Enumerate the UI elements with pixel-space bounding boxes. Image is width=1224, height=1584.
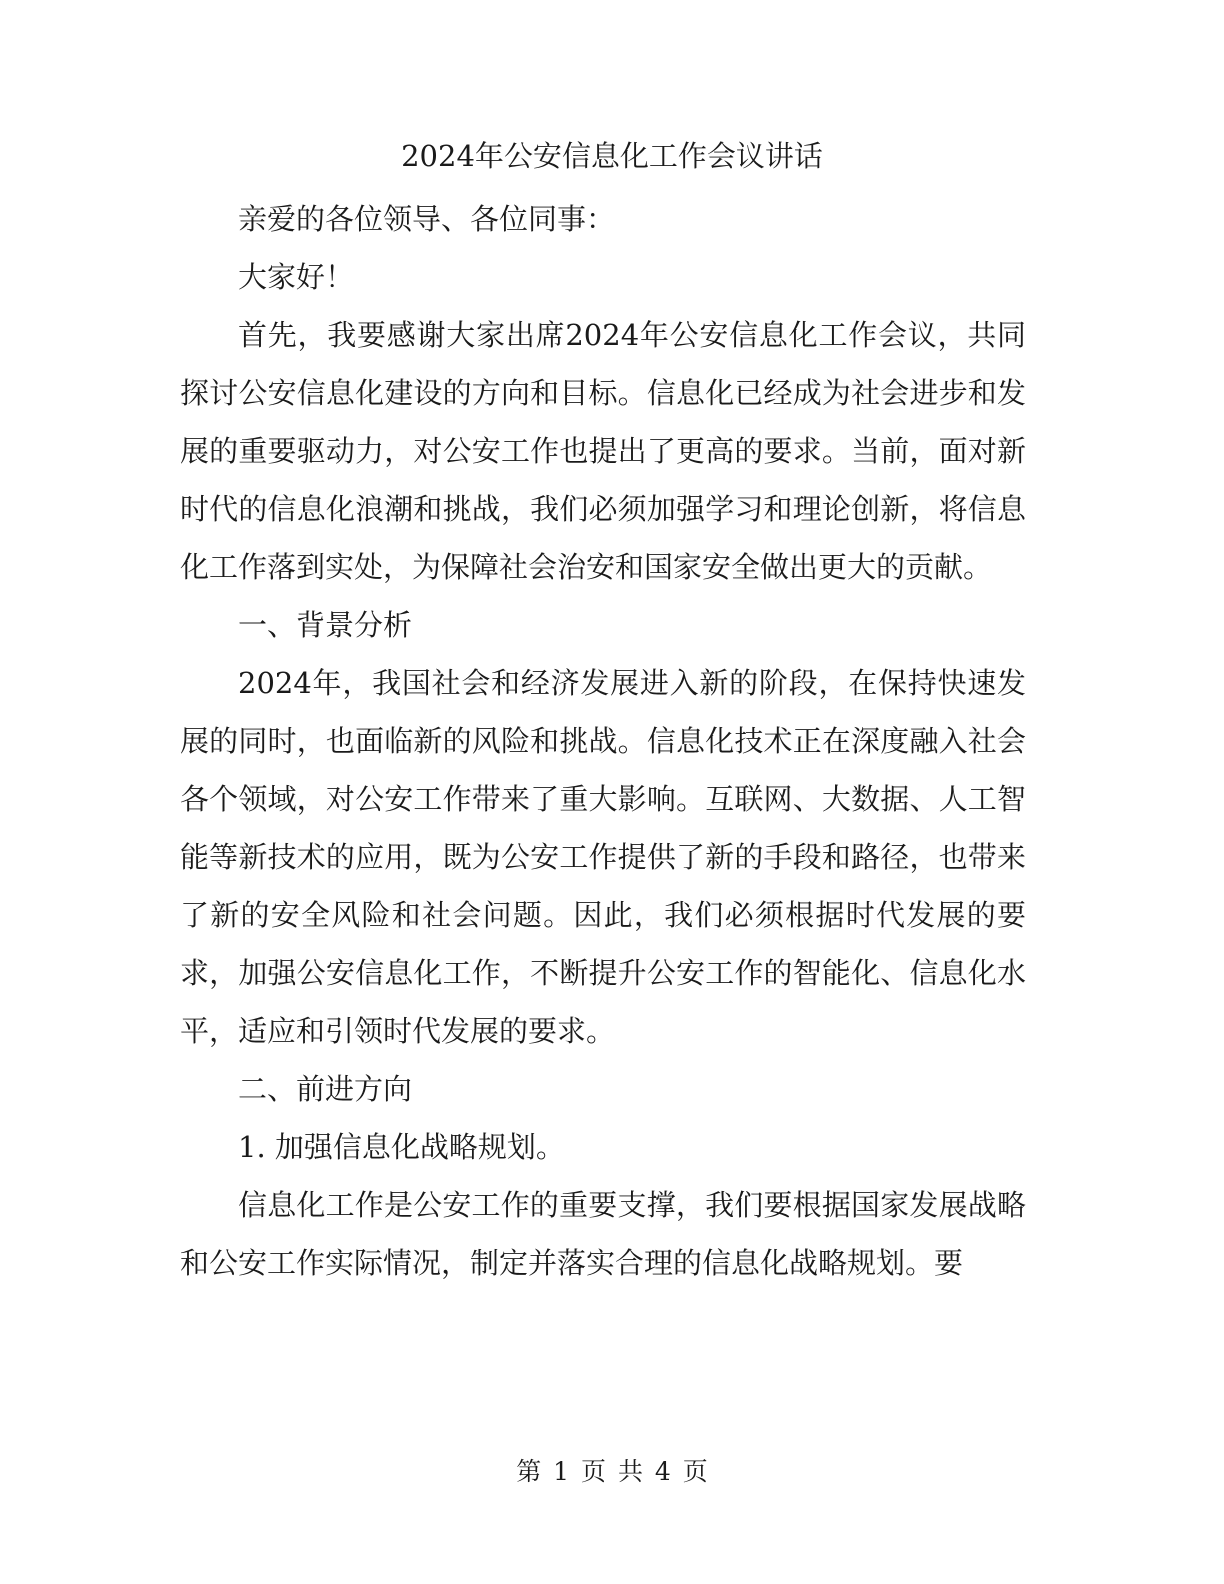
section-heading-background: 一、背景分析: [238, 608, 413, 642]
salutation: 亲爱的各位领导、各位同事：: [238, 202, 616, 236]
paragraph-strategy: 信息化工作是公安工作的重要支撑，我们要根据国家发展战略和公安工作实际情况，制定并落实合理的信息化战略规划。要: [180, 1188, 1026, 1280]
page-number: 第 1 页 共 4 页: [516, 1457, 708, 1486]
paragraph-background: 2024年，我国社会和经济发展进入新的阶段，在保持快速发展的同时，也面临新的风险和挑战。信息化技术正在深度融入社会各个领域，对公安工作带来了重大影响。互联网、大数据、人工智能等新技术的应用，既为公安工作提供了新的手段和路径，也带来了新的安全风险和社会问题。因此，我们必须根据时代发展的要求，加强公安信息化工作，不断提升公安工作的智能化、信息化水平，适应和引领时代发展的要求。: [180, 666, 1026, 1048]
greeting: 大家好！: [238, 260, 355, 294]
paragraph-intro: 首先，我要感谢大家出席2024年公安信息化工作会议，共同探讨公安信息化建设的方向和目标。信息化已经成为社会进步和发展的重要驱动力，对公安工作也提出了更高的要求。当前，面对新时代的信息化浪潮和挑战，我们必须加强学习和理论创新，将信息化工作落到实处，为保障社会治安和国家安全做出更大的贡献。: [180, 318, 1026, 584]
document-body: [180, 190, 1026, 1292]
section-heading-direction: 二、前进方向: [238, 1072, 413, 1106]
document-title: 2024年公安信息化工作会议讲话: [401, 139, 823, 173]
subheading-strategy: 1. 加强信息化战略规划。: [238, 1130, 565, 1164]
